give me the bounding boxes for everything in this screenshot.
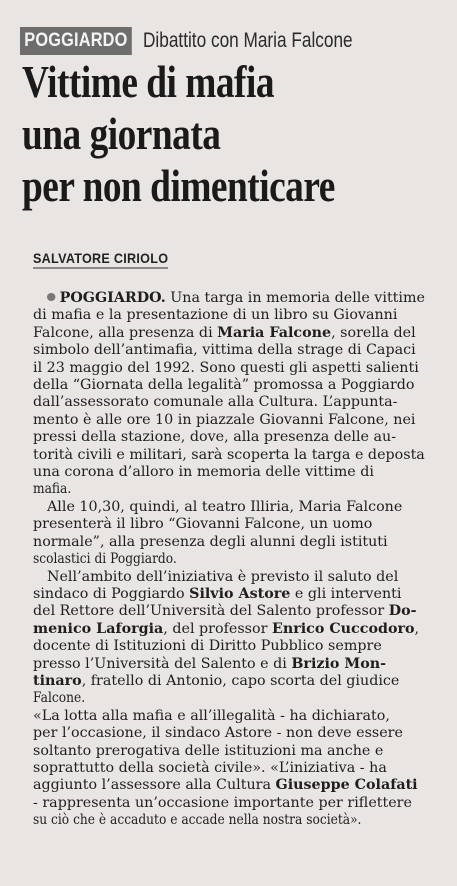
byline: SALVATORE CIRIOLO	[33, 250, 168, 269]
article-line	[33, 673, 425, 690]
article-line	[33, 812, 425, 829]
article-line	[33, 551, 425, 568]
text-run: «La lotta alla mafia e all’illegalità - ha dichiarato,	[33, 707, 390, 724]
article-line	[33, 777, 425, 794]
article-line	[33, 464, 425, 481]
text-run: sindaco di Poggiardo	[33, 585, 190, 602]
article-line	[33, 342, 425, 359]
text-run: pressi della stazione, dove, alla presenza delle au-	[33, 429, 397, 446]
article-line	[33, 586, 425, 603]
bold-text: Giuseppe Colafati	[275, 777, 418, 794]
text-run: presso l’Università del Salento e di	[33, 655, 292, 672]
article-line	[33, 638, 425, 655]
bold-text: POGGIARDO.	[59, 290, 166, 306]
article-line	[33, 743, 425, 760]
text-run: docente di Istituzioni di Diritto Pubblico sempre	[33, 638, 382, 655]
article-line	[33, 481, 425, 498]
text-run: , fratello di Antonio, capo scorta del giudice	[81, 672, 400, 689]
location-tag: POGGIARDO	[20, 27, 132, 55]
article-line	[33, 534, 425, 551]
article-line	[33, 412, 425, 429]
article-line	[33, 360, 425, 377]
headline-line: una giornata	[22, 109, 221, 159]
headline	[22, 56, 442, 212]
bold-text: tinaro	[33, 672, 82, 689]
bold-text: menico Laforgia	[33, 620, 164, 637]
kicker-subtitle: Dibattito con Maria Falcone	[143, 29, 353, 52]
article-line	[33, 307, 425, 324]
text-run: su ciò che è accaduto e accade nella nostra società».	[33, 812, 362, 829]
text-run: normale”, alla presenza degli alunni degli istituti	[33, 533, 388, 550]
article-line	[33, 795, 425, 812]
text-run: , sorella del	[331, 324, 416, 341]
bold-text: Silvio Astore	[189, 585, 291, 602]
article-line	[33, 516, 425, 533]
text-run: per l’occasione, il sindaco Astore - non deve essere	[33, 725, 403, 742]
text-run: il 23 maggio del 1992. Sono questi gli aspetti salienti	[33, 359, 419, 376]
text-run: simbolo dell’antimafia, vittima della strage di Capaci	[33, 342, 416, 359]
text-run: scolastici di Poggiardo.	[33, 551, 177, 568]
article-body	[33, 290, 425, 830]
text-run: della “Giornata della legalità” promossa a Poggiardo	[33, 377, 415, 394]
article-line	[33, 725, 425, 742]
text-run: e gli interventi	[290, 585, 402, 602]
text-run: soltanto prerogativa delle istituzioni ma anche e	[33, 742, 384, 759]
text-run: Falcone.	[33, 690, 86, 707]
article-line	[33, 377, 425, 394]
article-line	[33, 603, 425, 620]
text-run: torità civili e militari, sarà scoperta la targa e deposta	[33, 446, 425, 463]
text-run: aggiunto l’assessore alla Cultura	[33, 777, 276, 794]
text-run: una corona d’alloro in memoria delle vittime di	[33, 464, 374, 481]
kicker	[20, 26, 353, 56]
article-line	[33, 760, 425, 777]
bold-text: Enrico Cuccodoro	[271, 620, 415, 637]
article-line	[33, 690, 425, 707]
article-line	[33, 290, 425, 307]
bold-text: Maria Falcone	[217, 324, 332, 341]
article-line	[33, 429, 425, 446]
text-run: soprattutto della società civile». «L’iniziativa - ha	[33, 759, 387, 776]
text-run: mafia.	[33, 481, 72, 498]
bullet-icon	[47, 293, 55, 301]
text-run: di mafia e la presentazione di un libro su Giovanni	[33, 307, 398, 324]
article-line	[33, 499, 425, 516]
article-line	[33, 708, 425, 725]
headline-line: per non dimenticare	[22, 161, 335, 211]
text-run: del Rettore dell’Università del Salento professor	[33, 603, 389, 620]
text-run: dall’assessorato comunale alla Cultura. L’appunta-	[33, 394, 398, 411]
text-run: - rappresenta un’occasione importante per riflettere	[33, 794, 412, 811]
article-line	[33, 325, 425, 342]
text-run: Nell’ambito dell’iniziativa è previsto il saluto del	[47, 568, 399, 585]
article-line	[33, 394, 425, 411]
text-run: Una targa in memoria delle vittime	[165, 290, 425, 306]
bold-text: Brizio Mon-	[291, 655, 387, 672]
headline-line: Vittime di mafia	[22, 57, 275, 107]
article-line	[33, 621, 425, 638]
article-line	[33, 447, 425, 464]
text-run: , del professor	[163, 620, 272, 637]
text-run: presenterà il libro “Giovanni Falcone, un uomo	[33, 516, 373, 533]
article-line	[33, 656, 425, 673]
text-run: ,	[414, 620, 420, 637]
text-run: Alle 10,30, quindi, al teatro Illiria, Maria Falcone	[47, 498, 403, 515]
article-line	[33, 569, 425, 586]
text-run: Falcone, alla presenza di	[33, 324, 218, 341]
text-run: mento è alle ore 10 in piazzale Giovanni Falcone, nei	[33, 411, 416, 428]
bold-text: Do-	[388, 603, 417, 620]
